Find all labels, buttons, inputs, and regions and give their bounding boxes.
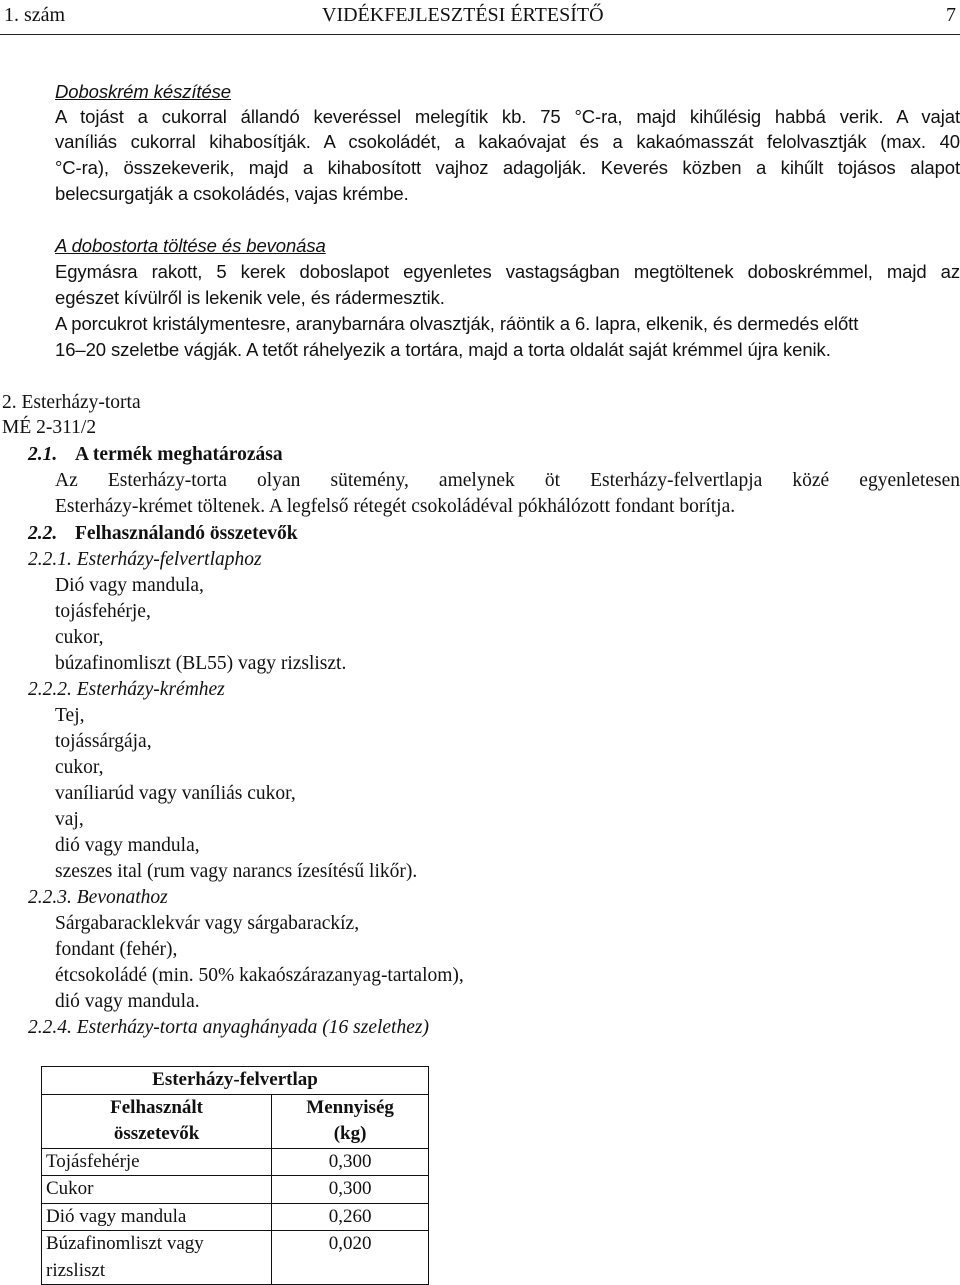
product-code: MÉ 2-311/2: [2, 417, 97, 438]
section-2-title: 2. Esterházy-torta: [2, 392, 141, 413]
s222-item-6: dió vagy mandula,: [55, 835, 200, 856]
s221-title: Esterházy-felvertlaphoz: [76, 549, 262, 570]
col-quantity-header-line-1: Mennyiség: [306, 1096, 394, 1118]
journal-title: VIDÉKFEJLESZTÉSI ÉRTESÍTŐ: [322, 4, 604, 26]
s222-item-4: vaníliarúd vagy vaníliás cukor,: [55, 783, 296, 804]
doboskrem-line-1: A tojást a cukorral állandó keveréssel melegítik kb. 75 °C-ra, majd kihűlésig habbá verik. A vajat: [55, 106, 960, 127]
ingredient-name: Tojásfehérje: [42, 1148, 272, 1176]
s21-line-2: Esterházy-krémet töltenek. A legfelső rétegét csokoládéval pókhálózott fondant borítja.: [55, 496, 736, 517]
doboskrem-line-4: belecsurgatják a csokoládés, vajas krémbe.: [55, 183, 409, 204]
s222-title: Esterházy-krémhez: [76, 679, 225, 700]
s224-title: Esterházy-torta anyaghányada (16 szelethez): [76, 1017, 429, 1038]
doboskrem-title: Doboskrém készítése: [55, 81, 231, 102]
table-row: [42, 1176, 429, 1204]
col-quantity-header: [272, 1094, 429, 1148]
ingredient-name: Dió vagy mandula: [42, 1203, 272, 1231]
ingredient-quantity: 0,300: [272, 1176, 429, 1204]
page-number: 7: [946, 4, 956, 26]
toltes-title: A dobostorta töltése és bevonása: [55, 235, 326, 256]
s21-line-1: Az Esterházy-torta olyan sütemény, amelynek öt Esterházy-felvertlapja közé egyenletesen: [55, 470, 960, 491]
doboskrem-line-2: vaníliás cukorral kihabosítják. A csokoládét, a kakaóvajat és a kakaómasszát felolvasztják (max. 40: [55, 131, 960, 152]
table-header-row: [42, 1094, 429, 1148]
col-ingredient-header-line-2: összetevők: [113, 1123, 200, 1144]
col-ingredient-header-line-1: Felhasznált: [110, 1096, 204, 1118]
s222-item-1: Tej,: [55, 705, 85, 726]
s222-item-3: cukor,: [55, 757, 104, 778]
s221-item-2: tojásfehérje,: [55, 601, 151, 622]
ingredient-name-line-2: rizsliszt: [46, 1259, 106, 1281]
ingredient-name-line-1: Búzafinomliszt vagy: [46, 1233, 204, 1254]
ingredient-quantity: 0,020: [272, 1231, 429, 1285]
s223-heading: [28, 887, 168, 909]
s22-number: 2.2.: [28, 523, 58, 544]
table-caption-row: [42, 1067, 429, 1095]
s223-item-3: étcsokoládé (min. 50% kakaószárazanyag-tartalom),: [55, 965, 464, 986]
issue-number: 1. szám: [4, 4, 66, 26]
s223-item-2: fondant (fehér),: [55, 939, 178, 960]
col-quantity-header-line-2: (kg): [333, 1123, 367, 1144]
s221-item-3: cukor,: [55, 627, 104, 648]
s223-title: Bevonathoz: [76, 887, 168, 908]
table-row: [42, 1148, 429, 1176]
s224-number: 2.2.4.: [28, 1017, 72, 1038]
s223-number: 2.2.3.: [28, 887, 72, 908]
toltes-line-2: egészet kívülről is lekenik vele, és rádermesztik.: [55, 287, 445, 308]
s222-item-7: szeszes ital (rum vagy narancs ízesítésű likőr).: [55, 861, 418, 882]
s22-title: Felhasználandó összetevők: [75, 523, 298, 544]
ingredient-quantity: 0,260: [272, 1203, 429, 1231]
s224-heading: [28, 1017, 429, 1039]
table-row: [42, 1231, 429, 1285]
toltes-line-4: 16–20 szeletbe vágják. A tetőt ráhelyezik a tortára, majd a torta oldalát saját krémmel újra kenik.: [55, 339, 831, 360]
s222-heading: [28, 679, 225, 701]
table-row: [42, 1203, 429, 1231]
col-ingredient-header: [42, 1094, 272, 1148]
ingredient-table: [41, 1066, 429, 1285]
s221-item-1: Dió vagy mandula,: [55, 575, 204, 596]
doboskrem-line-3: °C-ra), összekeverik, majd a kihabosított vajhoz adagolják. Keverés közben a kihűlt tojásos alapot: [55, 157, 960, 178]
s223-item-1: Sárgabaracklekvár vagy sárgabarackíz,: [55, 913, 360, 934]
s21-title: A termék meghatározása: [75, 444, 283, 465]
s222-number: 2.2.2.: [28, 679, 72, 700]
page-header: [0, 0, 960, 35]
ingredient-quantity: 0,300: [272, 1148, 429, 1176]
s222-item-2: tojássárgája,: [55, 731, 152, 752]
toltes-line-3: A porcukrot kristálymentesre, aranybarnára olvasztják, ráöntik a 6. lapra, elkenik, és dermedés előtt: [55, 313, 859, 334]
table-caption: Esterházy-felvertlap: [42, 1067, 429, 1095]
s222-item-5: vaj,: [55, 809, 84, 830]
ingredient-name: [42, 1231, 272, 1285]
s221-item-4: búzafinomliszt (BL55) vagy rizsliszt.: [55, 653, 347, 674]
s221-number: 2.2.1.: [28, 549, 72, 570]
s221-heading: [28, 549, 262, 571]
ingredient-name: Cukor: [42, 1176, 272, 1204]
s21-number: 2.1.: [28, 444, 58, 465]
s223-item-4: dió vagy mandula.: [55, 991, 200, 1012]
toltes-line-1: Egymásra rakott, 5 kerek doboslapot egyenletes vastagságban megtöltenek doboskrémmel, majd az: [55, 261, 960, 282]
